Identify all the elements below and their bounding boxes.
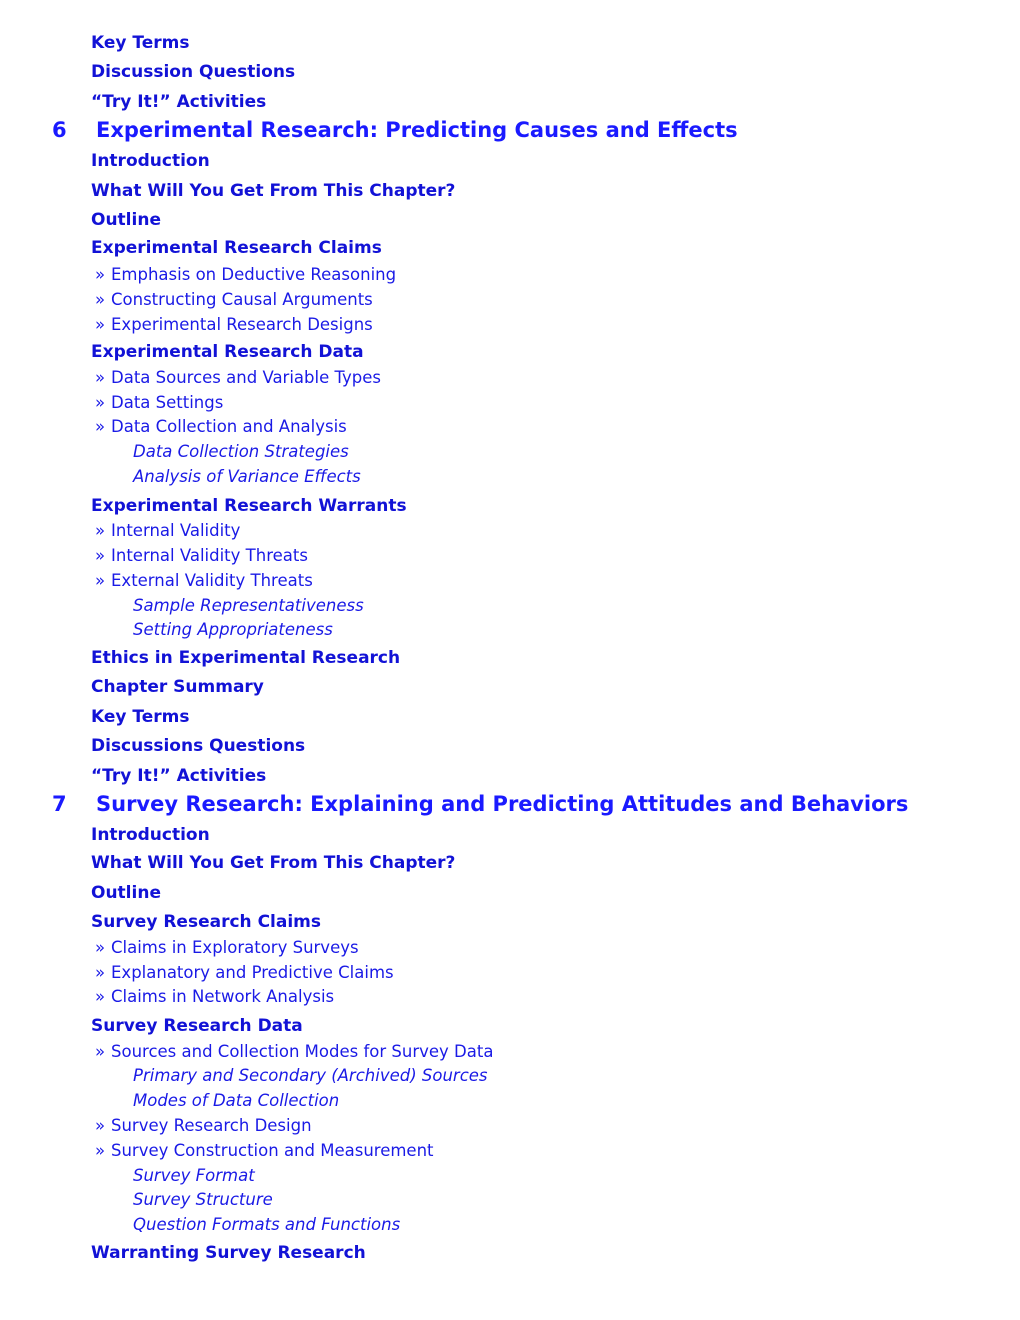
toc-section-heading: Discussion Questions	[91, 62, 296, 82]
subsection-title: Data Collection and Analysis	[111, 417, 347, 436]
toc-subsection	[95, 267, 396, 284]
bullet-marker: »	[95, 290, 106, 309]
subsection-title: Data Settings	[111, 393, 224, 412]
bullet-marker: »	[95, 963, 106, 982]
toc-section-heading: Key Terms	[91, 707, 190, 727]
toc-subsection	[95, 989, 334, 1006]
bullet-marker: »	[95, 315, 106, 334]
subsection-title: Emphasis on Deductive Reasoning	[111, 265, 397, 284]
chapter-title: Survey Research: Explaining and Predicting Attitudes and Behaviors	[96, 792, 909, 816]
toc-subsubsection: Question Formats and Functions	[133, 1215, 401, 1234]
toc-section-heading: “Try It!” Activities	[91, 92, 267, 112]
toc-subsubsection: Analysis of Variance Effects	[133, 467, 361, 486]
toc-subsubsection: Survey Format	[133, 1166, 255, 1185]
toc-section-heading: Experimental Research Claims	[91, 238, 382, 258]
toc-section-heading: Outline	[91, 883, 161, 903]
bullet-marker: »	[95, 521, 106, 540]
toc-section-heading: What Will You Get From This Chapter?	[91, 853, 456, 873]
toc-subsection	[95, 940, 359, 957]
bullet-marker: »	[95, 393, 106, 412]
chapter-number: 7	[52, 792, 67, 816]
toc-section-heading: Introduction	[91, 151, 210, 171]
toc-chapter-heading	[52, 794, 908, 815]
bullet-marker: »	[95, 571, 106, 590]
toc-subsubsection: Data Collection Strategies	[133, 442, 349, 461]
toc-subsection	[95, 370, 381, 387]
toc-subsection	[95, 548, 308, 565]
toc-section-heading: What Will You Get From This Chapter?	[91, 181, 456, 201]
bullet-marker: »	[95, 938, 106, 957]
subsection-title: External Validity Threats	[111, 571, 313, 590]
bullet-marker: »	[95, 368, 106, 387]
subsection-title: Claims in Network Analysis	[111, 987, 335, 1006]
toc-subsection	[95, 573, 313, 590]
subsection-title: Experimental Research Designs	[111, 315, 373, 334]
toc-subsubsection: Modes of Data Collection	[133, 1091, 340, 1110]
toc-section-heading: Survey Research Claims	[91, 912, 321, 932]
toc-subsection	[95, 965, 394, 982]
chapter-title: Experimental Research: Predicting Causes and Effects	[96, 118, 738, 142]
chapter-number: 6	[52, 118, 67, 142]
toc-subsubsection: Survey Structure	[133, 1190, 273, 1209]
toc-section-heading: Key Terms	[91, 33, 190, 53]
subsection-title: Internal Validity Threats	[111, 546, 308, 565]
toc-chapter-heading	[52, 120, 738, 141]
toc-section-heading: Ethics in Experimental Research	[91, 648, 401, 668]
toc-section-heading: Experimental Research Warrants	[91, 496, 407, 516]
toc-subsection	[95, 523, 240, 540]
subsection-title: Internal Validity	[111, 521, 241, 540]
toc-section-heading: Discussions Questions	[91, 736, 306, 756]
toc-section-heading: Survey Research Data	[91, 1016, 303, 1036]
bullet-marker: »	[95, 987, 106, 1006]
toc-subsection	[95, 1118, 312, 1135]
toc-section-heading: Experimental Research Data	[91, 342, 364, 362]
toc-subsection	[95, 292, 373, 309]
subsection-title: Data Sources and Variable Types	[111, 368, 381, 387]
toc-section-heading: Warranting Survey Research	[91, 1243, 366, 1263]
toc-section-heading: “Try It!” Activities	[91, 766, 267, 786]
toc-subsubsection: Setting Appropriateness	[133, 620, 333, 639]
subsection-title: Explanatory and Predictive Claims	[111, 963, 394, 982]
toc-subsubsection: Primary and Secondary (Archived) Sources	[133, 1066, 488, 1085]
toc-section-heading: Introduction	[91, 825, 210, 845]
toc-section-heading: Chapter Summary	[91, 677, 264, 697]
toc-subsection	[95, 317, 373, 334]
bullet-marker: »	[95, 1116, 106, 1135]
subsection-title: Survey Construction and Measurement	[111, 1141, 434, 1160]
toc-subsection	[95, 1143, 434, 1160]
toc-subsection	[95, 395, 223, 412]
toc-section-heading: Outline	[91, 210, 161, 230]
subsection-title: Survey Research Design	[111, 1116, 312, 1135]
bullet-marker: »	[95, 1042, 106, 1061]
subsection-title: Sources and Collection Modes for Survey Data	[111, 1042, 494, 1061]
subsection-title: Claims in Exploratory Surveys	[111, 938, 359, 957]
toc-subsubsection: Sample Representativeness	[133, 596, 364, 615]
bullet-marker: »	[95, 546, 106, 565]
bullet-marker: »	[95, 417, 106, 436]
subsection-title: Constructing Causal Arguments	[111, 290, 373, 309]
toc-subsection	[95, 1044, 493, 1061]
bullet-marker: »	[95, 1141, 106, 1160]
toc-subsection	[95, 419, 347, 436]
bullet-marker: »	[95, 265, 106, 284]
